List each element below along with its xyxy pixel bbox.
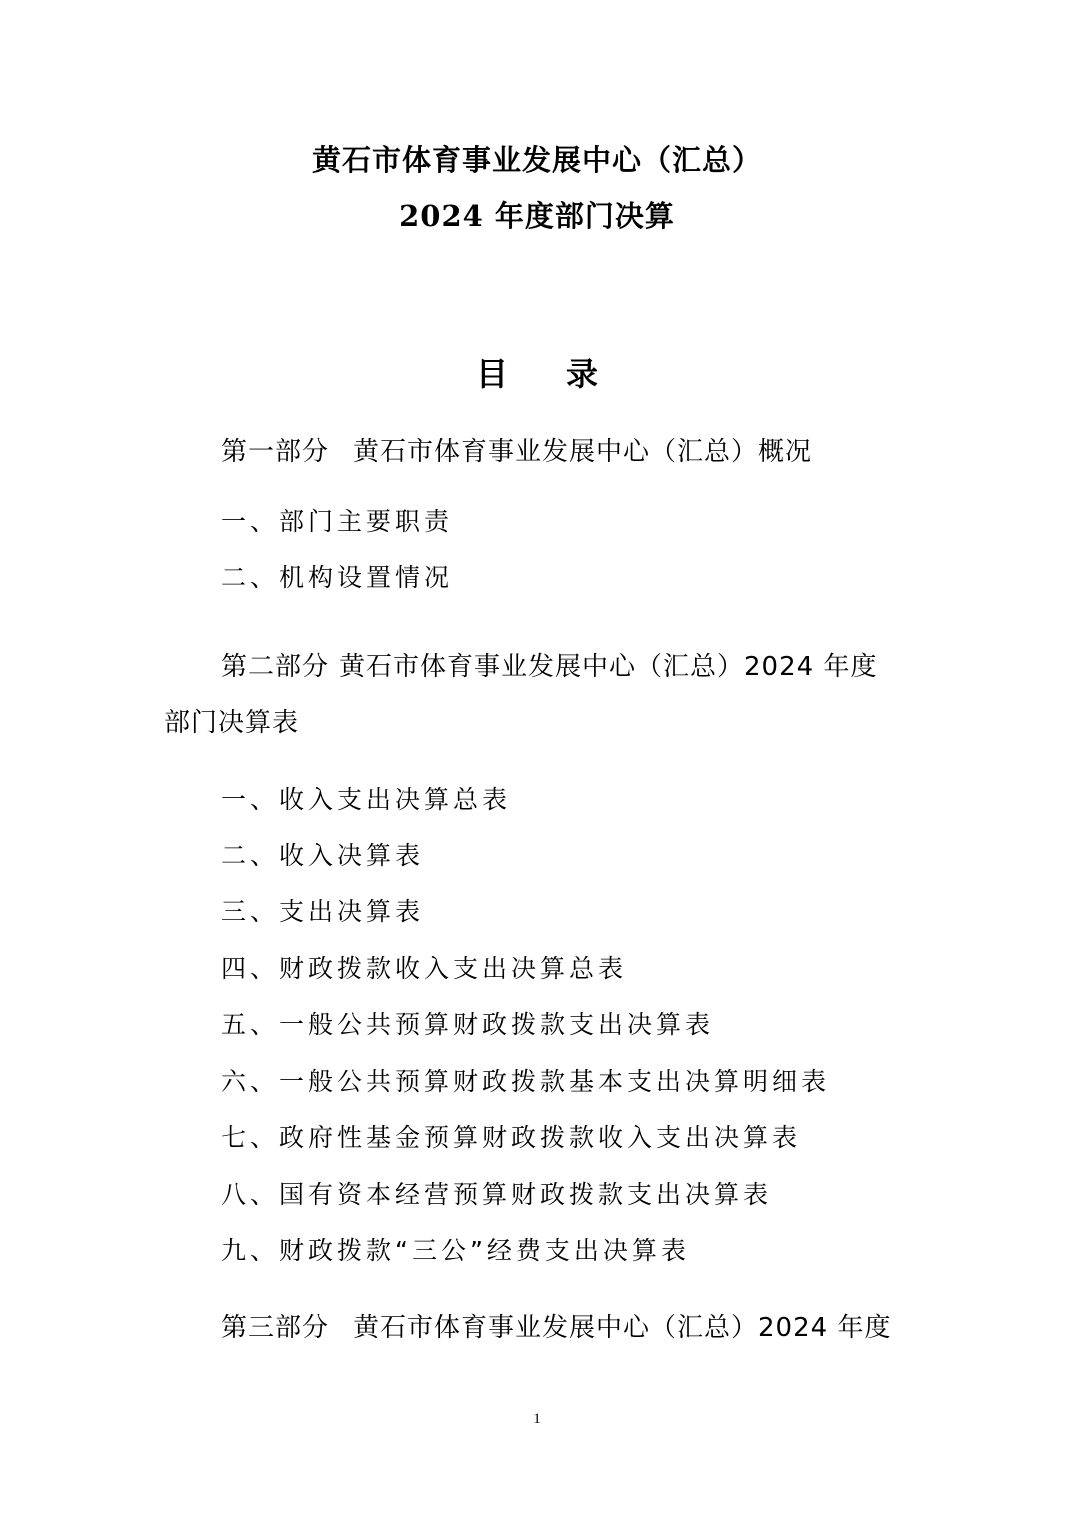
toc-part1-item: 二、机构设置情况 [221,563,454,592]
toc-part2-label: 第二部分 [221,652,330,682]
toc-part1 [221,431,812,468]
toc-part2-item: 一、收入支出决算总表 [221,785,512,814]
toc-part2-item: 二、收入决算表 [221,841,425,870]
toc-heading: 目录 [475,355,656,393]
toc-part2-text-line1: 黄石市体育事业发展中心（汇总）2024 年度 [339,652,878,682]
toc-part2-item: 四、财政拨款收入支出决算总表 [221,954,628,983]
toc-part1-item: 一、部门主要职责 [221,507,454,536]
toc-part2 [221,646,877,683]
document-title-line2: 2024 年度部门决算 [399,199,675,233]
toc-part1-text: 黄石市体育事业发展中心（汇总）概况 [353,437,813,467]
toc-part2-item: 五、一般公共预算财政拨款支出决算表 [221,1010,715,1039]
toc-part2-item: 三、支出决算表 [221,897,425,926]
toc-part2-item: 八、国有资本经营预算财政拨款支出决算表 [221,1180,773,1209]
toc-part3-label: 第三部分 [221,1313,330,1343]
toc-part2-item: 六、一般公共预算财政拨款基本支出决算明细表 [221,1067,831,1096]
toc-part3-text: 黄石市体育事业发展中心（汇总）2024 年度 [353,1313,892,1343]
toc-part1-label: 第一部分 [221,437,330,467]
toc-part2-item: 七、政府性基金预算财政拨款收入支出决算表 [221,1123,802,1152]
document-title-line1: 黄石市体育事业发展中心（汇总） [311,143,762,177]
page-number: 1 [533,1411,541,1427]
toc-part2-text-line2: 部门决算表 [164,708,300,738]
toc-part3 [221,1307,891,1344]
toc-part2-item: 九、财政拨款“三公”经费支出决算表 [221,1236,690,1265]
